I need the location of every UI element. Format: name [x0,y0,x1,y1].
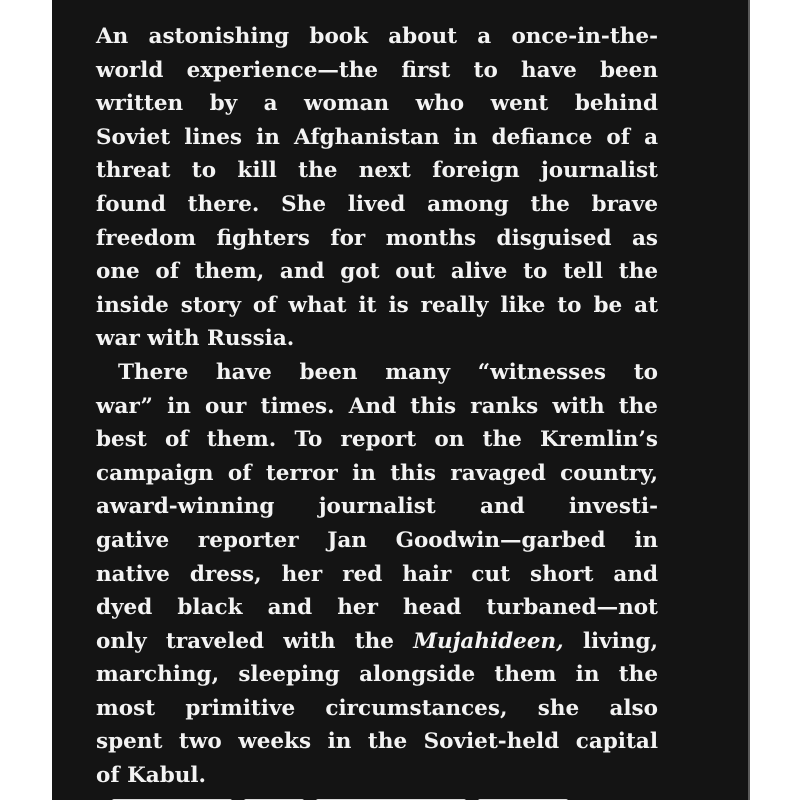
blurb-line: marching, sleeping alongside them in the [96,662,658,688]
blurb-line: war” in our times. And this ranks with the [96,393,658,419]
blurb-text-run: only traveled with the [96,628,414,654]
blurb-line-with-italic [96,625,658,659]
cropped-text-line [112,785,632,800]
blurb-line: An astonishing book about a once-in-the- [96,24,658,49]
blurb-line: threat to kill the next foreign journalist [96,158,658,184]
blurb-line: Soviet lines in Afghanistan in defiance of a [96,124,658,150]
blurb-line: award-winning journalist and investi- [96,494,658,520]
blurb-line: campaign of terror in this ravaged country, [96,460,658,486]
blurb-line: found there. She lived among the brave [96,191,658,217]
blurb-line: one of them, and got out alive to tell the [96,259,658,285]
blurb-line: spent two weeks in the Soviet-held capital [96,729,658,755]
blurb-line: world experience—the first to have been [96,57,658,83]
blurb-line: best of them. To report on the Kremlin’s [96,427,658,453]
italic-term: Mujahideen, [413,628,564,654]
blurb-line: gative reporter Jan Goodwin—garbed in [96,527,658,553]
blurb-line: freedom fighters for months disguised as [96,225,658,251]
cover-edge [748,0,750,800]
blurb-text [96,20,658,793]
blurb-line: war with Russia. [96,326,295,352]
blurb-line: written by a woman who went behind [96,91,658,117]
blurb-line: dyed black and her head turbaned—not [96,595,658,621]
blurb-line: There have been many “witnesses to [118,359,658,385]
blurb-line: native dress, her red hair cut short and [96,561,658,587]
blurb-text-run: living, [563,628,658,654]
blurb-line: most primitive circumstances, she also [96,695,658,721]
blurb-line: inside story of what it is really like to be at [96,292,658,318]
blurb-line: of Kabul. [96,763,207,789]
